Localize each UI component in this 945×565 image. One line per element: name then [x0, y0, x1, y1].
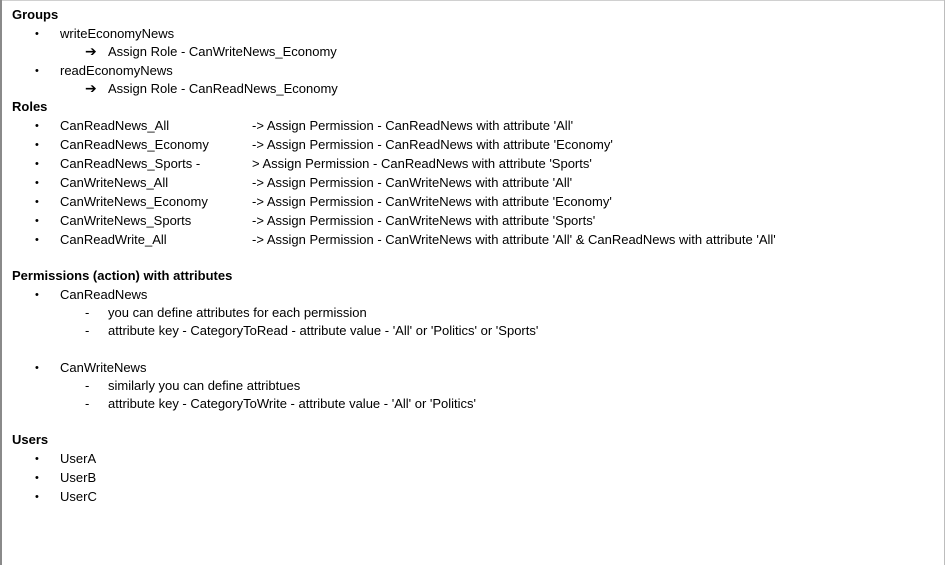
bullet-icon: • [35, 65, 39, 77]
dash-marker: - [85, 378, 90, 393]
permission-note: similarly you can define attribtues [108, 378, 301, 393]
users-heading: Users [12, 432, 49, 447]
role-action: -> Assign Permission - CanReadNews with attribute 'All' [252, 118, 574, 133]
bullet-icon: • [35, 158, 39, 170]
user-item: UserB [60, 470, 97, 485]
bullet-icon: • [35, 28, 39, 40]
role-name: CanReadWrite_All [60, 232, 167, 247]
permission-note: attribute key - CategoryToWrite - attribute value - 'All' or 'Politics' [108, 396, 477, 411]
bullet-icon: • [35, 120, 39, 132]
permission-note: attribute key - CategoryToRead - attribute value - 'All' or 'Politics' or 'Sports' [108, 323, 539, 338]
bullet-icon: • [35, 362, 39, 374]
role-name: CanWriteNews_All [60, 175, 169, 190]
user-item: UserC [60, 489, 97, 504]
bullet-icon: • [35, 234, 39, 246]
permission-name: CanReadNews [60, 287, 148, 302]
permission-note: you can define attributes for each permission [108, 305, 367, 320]
role-action: > Assign Permission - CanReadNews with attribute 'Sports' [252, 156, 592, 171]
role-action: -> Assign Permission - CanWriteNews with attribute 'All' [252, 175, 573, 190]
role-action: -> Assign Permission - CanReadNews with attribute 'Economy' [252, 137, 613, 152]
bullet-icon: • [35, 177, 39, 189]
bullet-icon: • [35, 196, 39, 208]
roles-heading: Roles [12, 99, 48, 114]
role-name: CanReadNews_Sports - [60, 156, 201, 171]
permissions-heading: Permissions (action) with attributes [12, 268, 233, 283]
permission-name: CanWriteNews [60, 360, 147, 375]
role-action: -> Assign Permission - CanWriteNews with attribute 'All' & CanReadNews with attribute 'All' [252, 232, 776, 247]
groups-heading: Groups [12, 7, 59, 22]
group-item-assign: Assign Role - CanWriteNews_Economy [108, 44, 337, 59]
group-item-name: readEconomyNews [60, 63, 173, 78]
arrow-right-icon: ➔ [85, 43, 97, 59]
group-item-name: writeEconomyNews [60, 26, 175, 41]
bullet-icon: • [35, 289, 39, 301]
role-name: CanWriteNews_Economy [60, 194, 208, 209]
bullet-icon: • [35, 472, 39, 484]
role-name: CanReadNews_Economy [60, 137, 209, 152]
role-action: -> Assign Permission - CanWriteNews with attribute 'Sports' [252, 213, 596, 228]
bullet-icon: • [35, 215, 39, 227]
dash-marker: - [85, 396, 90, 411]
role-action: -> Assign Permission - CanWriteNews with attribute 'Economy' [252, 194, 612, 209]
bullet-icon: • [35, 491, 39, 503]
arrow-right-icon: ➔ [85, 80, 97, 96]
left-border [0, 0, 2, 565]
role-name: CanWriteNews_Sports [60, 213, 192, 228]
role-name: CanReadNews_All [60, 118, 170, 133]
bullet-icon: • [35, 453, 39, 465]
dash-marker: - [85, 323, 90, 338]
top-border [0, 0, 945, 1]
bullet-icon: • [35, 139, 39, 151]
group-item-assign: Assign Role - CanReadNews_Economy [108, 81, 338, 96]
dash-marker: - [85, 305, 90, 320]
user-item: UserA [60, 451, 97, 466]
